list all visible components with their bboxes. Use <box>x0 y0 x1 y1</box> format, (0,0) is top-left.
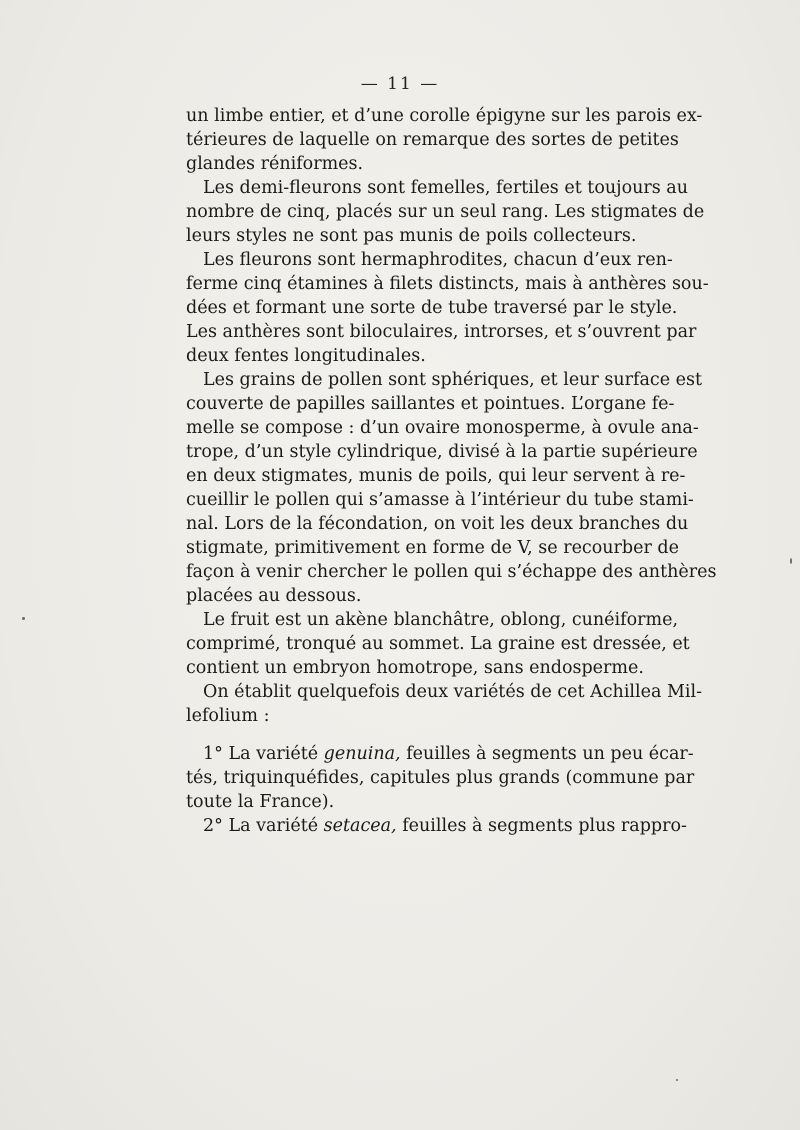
text-line: Le fruit est un akène blanchâtre, oblong, cunéiforme, <box>203 610 679 630</box>
text-line: térieures de laquelle on remarque des sortes de petites <box>186 130 679 150</box>
text-line: Les anthères sont biloculaires, introrses, et s’ouvrent par <box>186 322 697 342</box>
text-line: leurs styles ne sont pas munis de poils collecteurs. <box>186 226 637 246</box>
text-line: lefolium : <box>186 706 270 726</box>
text-line: tés, triquinquéfides, capitules plus grands (commune par <box>186 768 695 788</box>
text-line: placées au dessous. <box>186 586 362 606</box>
text-line: contient un embryon homotrope, sans endosperme. <box>186 658 644 678</box>
text-line: Les demi-fleurons sont femelles, fertiles et toujours au <box>203 178 688 198</box>
text-line: en deux stigmates, munis de poils, qui leur servent à re- <box>186 466 686 486</box>
text-line: toute la France). <box>186 792 335 812</box>
text-line: deux fentes longitudinales. <box>186 346 426 366</box>
text-line: nombre de cinq, placés sur un seul rang. Les stigmates de <box>186 202 705 222</box>
variety-2-line <box>203 815 687 838</box>
text-line: trope, d’un style cylindrique, divisé à la partie supérieure <box>186 442 698 462</box>
paper-speck <box>22 617 25 620</box>
variety-2-description: feuilles à segments plus rappro- <box>396 816 687 836</box>
text-line: Les grains de pollen sont sphériques, et leur surface est <box>203 370 702 390</box>
text-line: nal. Lors de la fécondation, on voit les deux branches du <box>186 514 689 534</box>
page-number: — 11 — <box>360 74 440 94</box>
variety-2-prefix: 2° La variété <box>203 816 324 836</box>
variety-1-description: feuilles à segments un peu écar- <box>400 744 694 764</box>
text-line: cueillir le pollen qui s’amasse à l’intérieur du tube stami- <box>186 490 694 510</box>
text-line: melle se compose : d’un ovaire monosperme, à ovule ana- <box>186 418 699 438</box>
text-line: comprimé, tronqué au sommet. La graine est dressée, et <box>186 634 690 654</box>
variety-1-name: genuina, <box>323 744 401 764</box>
text-line: dées et formant une sorte de tube traversé par le style. <box>186 298 678 318</box>
text-line: stigmate, primitivement en forme de V, se recourber de <box>186 538 679 558</box>
text-line: glandes réniformes. <box>186 154 364 174</box>
text-line: On établit quelquefois deux variétés de cet Achillea Mil- <box>203 682 702 702</box>
paper-speck <box>676 1079 678 1081</box>
text-line: couverte de papilles saillantes et pointues. L’organe fe- <box>186 394 675 414</box>
variety-1-prefix: 1° La variété <box>203 744 324 764</box>
paper-speck <box>790 558 792 564</box>
variety-1-line <box>203 743 694 766</box>
text-line: un limbe entier, et d’une corolle épigyne sur les parois ex- <box>186 106 703 126</box>
text-line: ferme cinq étamines à filets distincts, mais à anthères sou- <box>186 274 709 294</box>
text-line: Les fleurons sont hermaphrodites, chacun d’eux ren- <box>203 250 673 270</box>
variety-2-name: setacea, <box>323 816 397 836</box>
text-line: façon à venir chercher le pollen qui s’échappe des anthères <box>186 562 717 582</box>
